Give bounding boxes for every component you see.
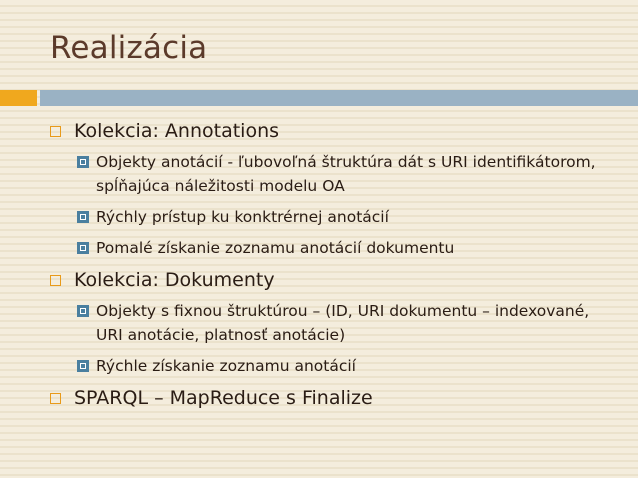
bullet-item: [50, 118, 620, 144]
sub-bullet-text: Objekty s fixnou štruktúrou – (ID, URI dokumentu – indexované, URI anotácie, platnosť anotácie): [96, 302, 590, 344]
sub-bullet-item: [77, 236, 620, 260]
sub-bullet-item: [77, 150, 620, 198]
bullet-list: [50, 118, 620, 417]
bullet-text: Kolekcia: Dokumenty: [74, 269, 275, 291]
sub-bullet-text: Pomalé získanie zoznamu anotácií dokumentu: [96, 239, 455, 257]
filled-square-bullet-icon: [77, 305, 89, 317]
hollow-square-icon: [50, 126, 61, 137]
hollow-square-icon: [50, 393, 61, 404]
sub-bullet-item: [77, 205, 620, 229]
sub-bullet-item: [77, 299, 620, 347]
sub-bullet-item: [77, 354, 620, 378]
sub-bullet-text: Rýchle získanie zoznamu anotácií: [96, 357, 356, 375]
title-accent-bar: [0, 90, 37, 106]
sub-bullet-text: Objekty anotácií - ľubovoľná štruktúra dát s URI identifikátorom, spĺňajúca náležitosti modelu OA: [96, 153, 596, 195]
hollow-square-icon: [50, 275, 61, 286]
filled-square-bullet-icon: [77, 242, 89, 254]
bullet-item: [50, 385, 620, 411]
bullet-text: SPARQL – MapReduce s Finalize: [74, 387, 373, 409]
bullet-text: Kolekcia: Annotations: [74, 120, 280, 142]
slide-title: Realizácia: [50, 30, 208, 66]
filled-square-bullet-icon: [77, 360, 89, 372]
bullet-item: [50, 267, 620, 293]
filled-square-bullet-icon: [77, 211, 89, 223]
filled-square-bullet-icon: [77, 156, 89, 168]
title-rule-bar: [40, 90, 638, 106]
sub-bullet-text: Rýchly prístup ku konktrérnej anotácií: [96, 208, 389, 226]
